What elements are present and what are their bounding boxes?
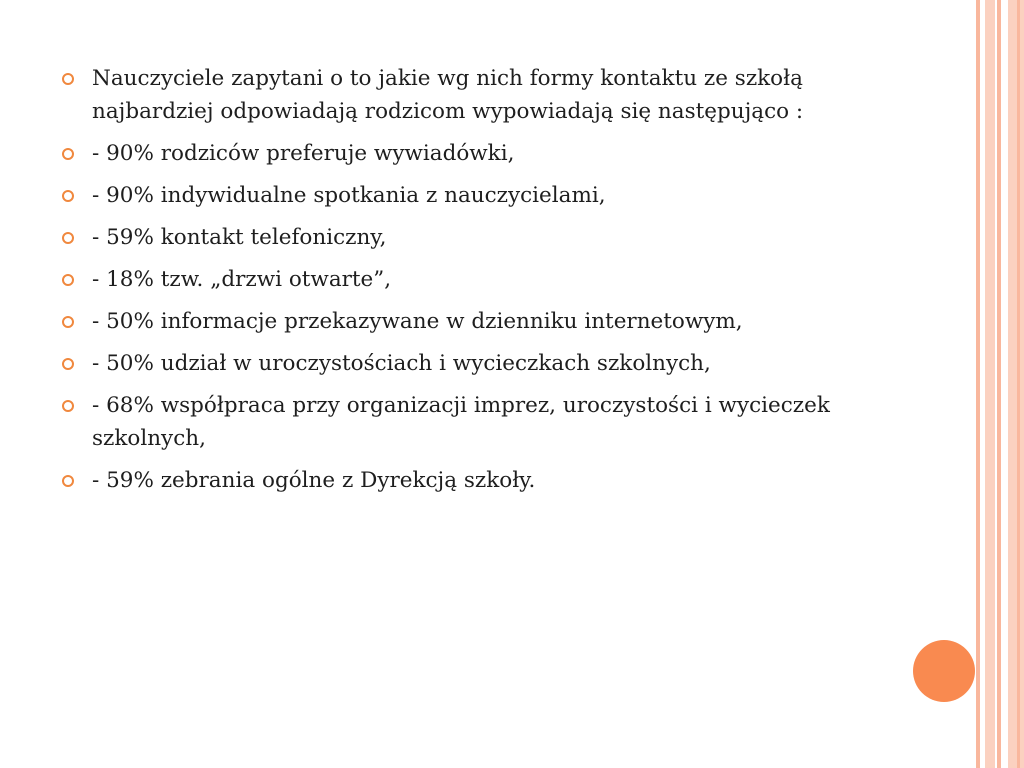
list-item [60,464,910,497]
bullet-ring-icon [62,274,74,286]
list-item [60,221,910,254]
decorative-stripe [1008,0,1024,768]
list-item [60,137,910,170]
decorative-stripe [976,0,980,768]
bullet-ring-icon [62,73,74,85]
list-item [60,62,910,128]
bullet-text: - 18% tzw. „drzwi otwarte”, [92,267,392,292]
decorative-stripe [1017,0,1020,768]
decorative-stripe [985,0,995,768]
bullet-text: - 90% indywidualne spotkania z nauczycielami, [92,183,606,208]
bullet-ring-icon [62,316,74,328]
bullet-ring-icon [62,232,74,244]
bullet-text: - 68% współpraca przy organizacji imprez, uroczystości i wycieczek szkolnych, [92,393,830,451]
list-item [60,347,910,380]
bullet-ring-icon [62,400,74,412]
list-item [60,179,910,212]
bullet-text: - 59% kontakt telefoniczny, [92,225,387,250]
bullet-list [60,62,910,497]
list-item [60,305,910,338]
bullet-ring-icon [62,358,74,370]
bullet-text: - 50% informacje przekazywane w dzienniku internetowym, [92,309,743,334]
bullet-text: - 50% udział w uroczystościach i wycieczkach szkolnych, [92,351,711,376]
bullet-ring-icon [62,190,74,202]
bullet-text: Nauczyciele zapytani o to jakie wg nich formy kontaktu ze szkołą najbardziej odpowiadają rodzicom wypowiadają się następująco : [92,66,804,124]
bullet-text: - 59% zebrania ogólne z Dyrekcją szkoły. [92,468,536,493]
bullet-ring-icon [62,148,74,160]
bullet-ring-icon [62,475,74,487]
slide-content [60,62,910,506]
list-item [60,263,910,296]
list-item [60,389,910,455]
bullet-text: - 90% rodziców preferuje wywiadówki, [92,141,515,166]
decorative-stripe [997,0,1001,768]
decorative-circle [913,640,975,702]
